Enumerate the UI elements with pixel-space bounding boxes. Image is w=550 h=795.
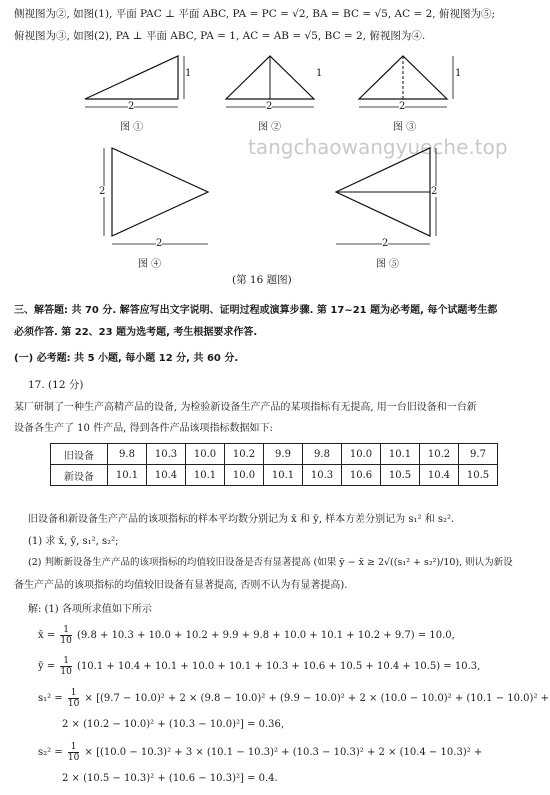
table-cell: 9.9: [264, 444, 303, 465]
figure-1: [80, 52, 195, 133]
eq-y-lhs: ȳ =: [38, 661, 56, 672]
frac-den: 10: [67, 753, 80, 763]
eq-s1-rhs: × [(9.7 − 10.0)² + 2 × (9.8 − 10.0)² + (9.9 − 10.0)² + 2 × (10.0 − 10.0)² + (10.1 − 10.0)² +: [84, 693, 550, 704]
table-cell: 10.4: [420, 465, 459, 486]
table-cell: 10.3: [147, 444, 186, 465]
eq-s1-lhs: s₁² =: [38, 693, 63, 704]
fraction: [68, 742, 79, 763]
table-cell: 10.3: [303, 465, 342, 486]
fig3-height: 1: [455, 68, 462, 79]
frac-num: 1: [68, 742, 79, 753]
eq-y-bar: [38, 656, 480, 677]
table-cell: 9.7: [459, 444, 498, 465]
fig1-label: 图 ①: [120, 122, 144, 133]
intro-line-1: 侧视图为②, 如图(1), 平面 PAC ⊥ 平面 ABC, PA = PC = √2, BA = BC = √5, AC = 2, 俯视图为⑤;: [14, 8, 495, 20]
fig1-width: 2: [128, 101, 135, 112]
table-cell: 10.5: [459, 465, 498, 486]
table-cell: 10.6: [342, 465, 381, 486]
fig3-width: 2: [399, 101, 406, 112]
table-row: [51, 465, 498, 486]
table-cell: 10.2: [225, 444, 264, 465]
table-row: [51, 444, 498, 465]
fraction: [60, 625, 71, 646]
fig3-label: 图 ③: [393, 122, 417, 133]
figure-5: [330, 140, 450, 270]
figure-4: [98, 140, 218, 270]
eq-s2: [38, 742, 482, 763]
figure-caption: (第 16 题图): [232, 274, 292, 286]
eq-s2-rhs: × [(10.0 − 10.3)² + 3 × (10.1 − 10.3)² + (10.3 − 10.3)² + 2 × (10.4 − 10.3)² +: [84, 747, 483, 758]
frac-den: 10: [60, 636, 72, 646]
eq-s1: [38, 688, 549, 709]
fig2-label: 图 ②: [258, 122, 282, 133]
part-1: (1) 求 x̄, ȳ, s₁², s₂²;: [28, 536, 119, 547]
fig5-height: 2: [431, 186, 438, 197]
fig1-height: 1: [185, 68, 192, 79]
q17-number: 17. (12 分): [28, 379, 84, 391]
fig5-label: 图 ⑤: [376, 259, 400, 270]
fig2-height: 1: [316, 68, 323, 79]
table-cell: 10.0: [342, 444, 381, 465]
solution-intro: 解: (1) 各项所求值如下所示: [28, 604, 152, 615]
eq-x-lhs: x̄ =: [38, 630, 56, 641]
eq-x-rhs: (9.8 + 10.3 + 10.0 + 10.2 + 9.9 + 9.8 + 10.0 + 10.1 + 10.2 + 9.7) = 10.0,: [77, 630, 455, 641]
part-2a: (2) 判断新设备生产产品的该项指标的均值较旧设备是否有显著提高 (如果 ȳ − x̄ ≥ 2√((s₁² + s₂²)/10), 则认为新设: [28, 557, 513, 568]
q17-stem-1: 某厂研制了一种生产高精产品的设备, 为检验新设备生产产品的某项指标有无提高, 用一台旧设备和一台新: [14, 402, 477, 413]
table-cell: 10.5: [381, 465, 420, 486]
fraction: [68, 688, 79, 709]
figure-2: [222, 52, 323, 133]
fig2-width: 2: [266, 101, 273, 112]
frac-den: 10: [67, 699, 80, 709]
figure-3: [355, 52, 462, 133]
fig5-width: 2: [382, 238, 389, 249]
fig4-width: 2: [156, 238, 163, 249]
fraction: [60, 656, 71, 677]
row-label: 新设备: [51, 465, 108, 486]
table-cell: 10.1: [108, 465, 147, 486]
eq-x-bar: [38, 625, 455, 646]
table-cell: 9.8: [108, 444, 147, 465]
table-cell: 10.4: [147, 465, 186, 486]
table-cell: 10.1: [186, 465, 225, 486]
q17-stem-2: 设备各生产了 10 件产品, 得到各件产品该项指标数据如下:: [14, 423, 273, 434]
table-cell: 9.8: [303, 444, 342, 465]
eq-s1-cont: 2 × (10.2 − 10.0)² + (10.3 − 10.0)²] = 0.36,: [62, 719, 285, 730]
part-2b: 备生产产品的该项指标的均值较旧设备有显著提高, 否则不认为有显著提高).: [14, 580, 348, 591]
table-cell: 10.0: [186, 444, 225, 465]
fig4-height: 2: [99, 186, 106, 197]
frac-den: 10: [60, 667, 72, 677]
section-heading-2: 必须作答. 第 22、23 题为选考题, 考生根据要求作答.: [14, 327, 258, 338]
table-cell: 10.0: [225, 465, 264, 486]
after-table: 旧设备和新设备生产产品的该项指标的样本平均数分别记为 x̄ 和 ȳ, 样本方差分别记为 s₁² 和 s₂².: [28, 514, 455, 525]
eq-s2-cont: 2 × (10.5 − 10.3)² + (10.6 − 10.3)²] = 0.4.: [62, 773, 278, 784]
frac-num: 1: [60, 656, 71, 667]
data-table: [50, 443, 498, 486]
fig4-label: 图 ④: [138, 259, 162, 270]
table-cell: 10.1: [264, 465, 303, 486]
eq-y-rhs: (10.1 + 10.4 + 10.1 + 10.0 + 10.1 + 10.3 + 10.6 + 10.5 + 10.4 + 10.5) = 10.3,: [77, 661, 481, 672]
watermark: tangchaowangyueche.top: [248, 135, 508, 159]
required-note: (一) 必考题: 共 5 小题, 每小题 12 分, 共 60 分.: [14, 353, 239, 364]
eq-s2-lhs: s₂² =: [38, 747, 63, 758]
table-cell: 10.2: [420, 444, 459, 465]
section-heading: 三、解答题: 共 70 分. 解答应写出文字说明、证明过程或演算步骤. 第 17~21 题为必考题, 每个试题考生都: [14, 305, 498, 316]
table-cell: 10.1: [381, 444, 420, 465]
frac-num: 1: [68, 688, 79, 699]
row-label: 旧设备: [51, 444, 108, 465]
intro-line-2: 俯视图为③, 如图(2), PA ⊥ 平面 ABC, PA = 1, AC = AB = √5, BC = 2, 俯视图为④.: [14, 30, 426, 42]
frac-num: 1: [60, 625, 71, 636]
